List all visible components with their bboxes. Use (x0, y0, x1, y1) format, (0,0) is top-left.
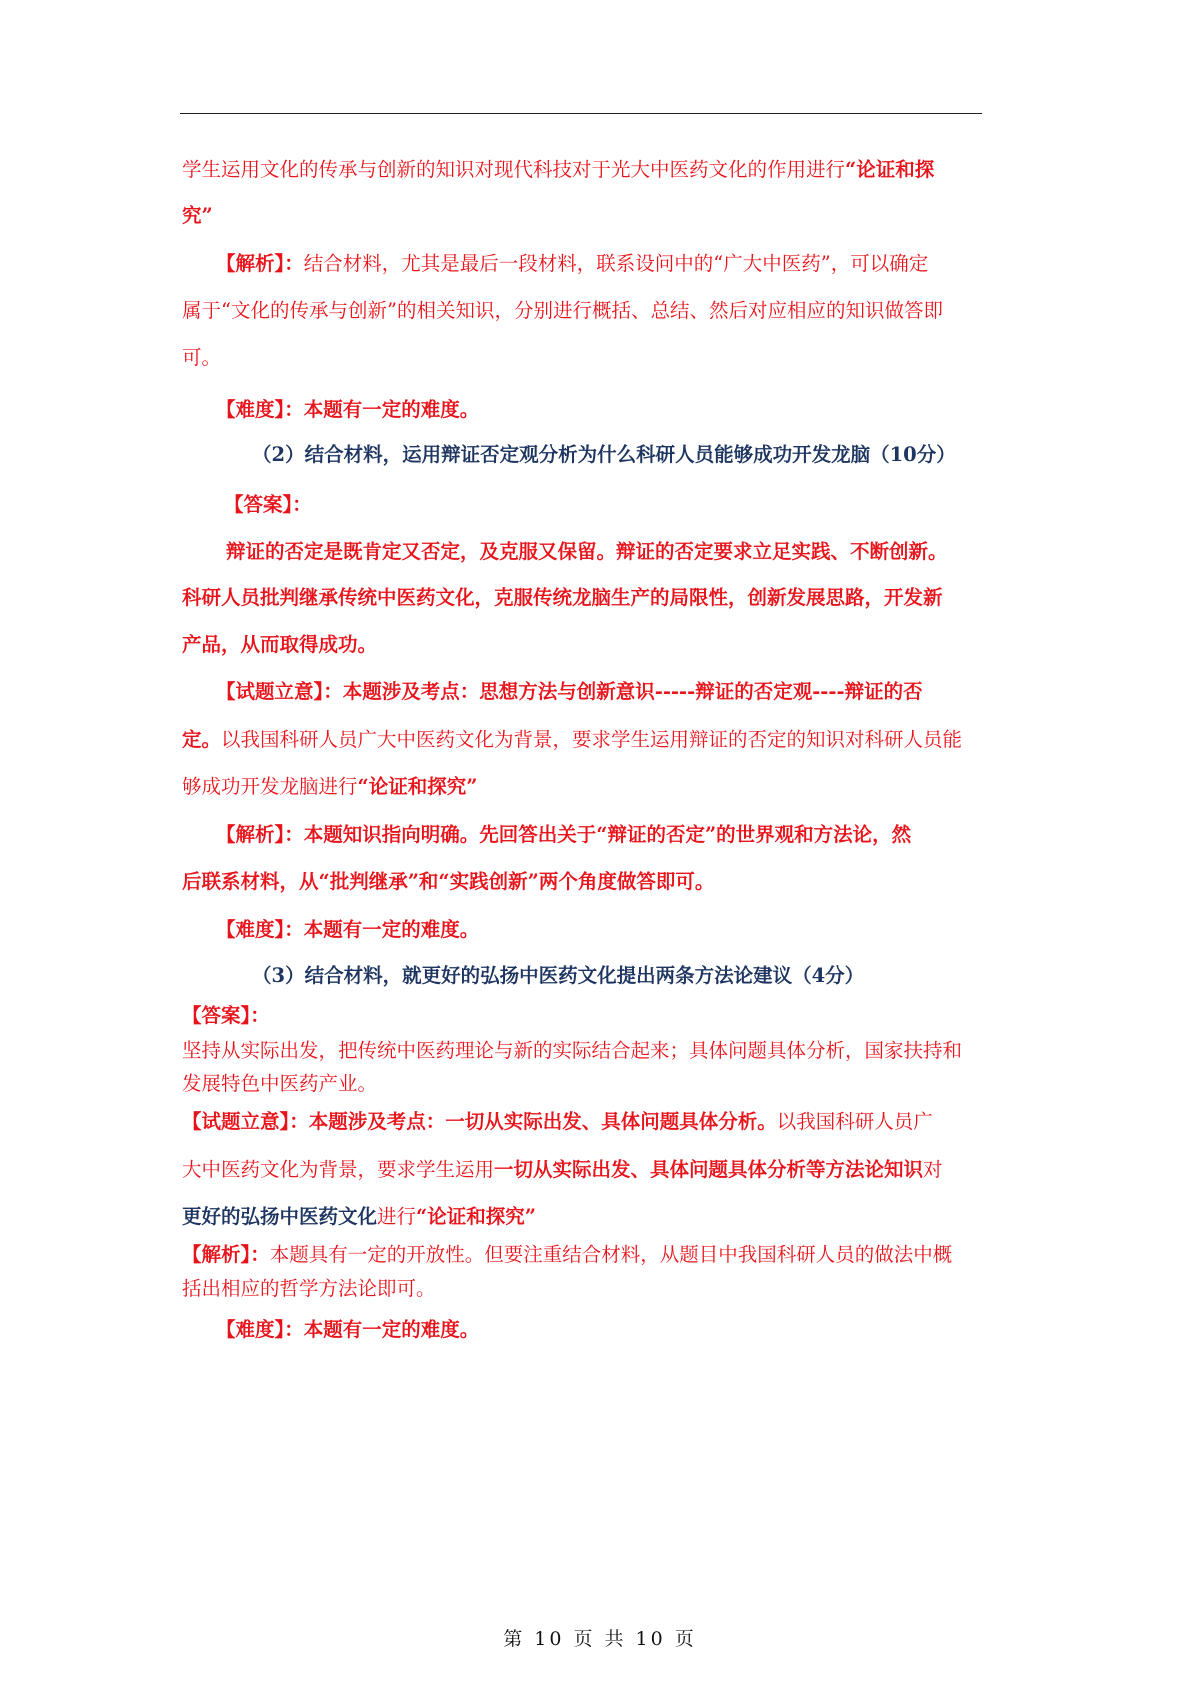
answer2-label: 【答案】： (224, 493, 312, 516)
page-number: 第 10 页 共 10 页 (503, 1628, 697, 1650)
answer2-line1: 辩证的否定是既肯定又否定，及克服又保留。辩证的否定要求立足实践、不断创新。 (226, 540, 948, 563)
jiexi1-line2: 属于“文化的传承与创新”的相关知识，分别进行概括、总结、然后对应相应的知识做答即 (182, 299, 943, 322)
jiexi1-text: 结合材料，尤其是最后一段材料，联系设问中的“广大中医药”，可以确定 (303, 252, 929, 275)
shiti3-line3-text: 进行 (377, 1205, 417, 1228)
jiexi3-text: 本题具有一定的开放性。但要注重结合材料，从题目中我国科研人员的做法中概 (269, 1243, 953, 1266)
shiti2-line2-text: 以我国科研人员广大中医药文化为背景，要求学生运用辩证的否定的知识对科研人员能 (221, 728, 963, 751)
jiexi2-line1: 【解析】：本题知识指向明确。先回答出关于“辩证的否定”的世界观和方法论，然 (216, 823, 912, 846)
jiexi1-label: 【解析】： (216, 252, 304, 275)
shiti2-line3 (182, 772, 477, 802)
answer3-label: 【答案】： (182, 1004, 270, 1027)
shiti3-line2-end: 对 (923, 1158, 943, 1181)
jiexi1-line3: 可。 (182, 346, 222, 369)
shiti3-line3-navy: 更好的弘扬中医药文化 (182, 1205, 378, 1228)
answer2-line2: 科研人员批判继承传统中医药文化，克服传统龙脑生产的局限性，创新发展思路，开发新 (182, 586, 943, 609)
nandu3: 【难度】：本题有一定的难度。 (216, 1318, 480, 1341)
jiexi3-label: 【解析】： (182, 1243, 270, 1266)
jiexi2-line2: 后联系材料，从“批判继承”和“实践创新”两个角度做答即可。 (182, 870, 715, 893)
jiexi3-line2: 括出相应的哲学方法论即可。 (182, 1277, 436, 1300)
answer3-line2: 发展特色中医药产业。 (182, 1072, 378, 1095)
shiti3-line3-emph: “论证和探究” (416, 1205, 536, 1228)
p1-line1 (182, 155, 934, 185)
answer3-line1: 坚持从实际出发，把传统中医药理论与新的实际结合起来；具体问题具体分析，国家扶持和 (182, 1039, 963, 1062)
shiti3-line1-text: 以我国科研人员广 (776, 1110, 933, 1133)
shiti2-line3-emph: “论证和探究” (357, 775, 478, 798)
p1-line1-emph: “论证和探 (845, 158, 935, 181)
shiti2-line2 (182, 725, 962, 755)
jiexi3-line1 (182, 1240, 952, 1270)
nandu1: 【难度】：本题有一定的难度。 (216, 398, 480, 421)
p1-line1-text: 学生运用文化的传承与创新的知识对现代科技对于光大中医药文化的作用进行 (182, 158, 846, 181)
jiexi1-line1 (216, 249, 928, 279)
shiti2-line3-text: 够成功开发龙脑进行 (182, 775, 358, 798)
shiti2-line1: 【试题立意】：本题涉及考点：思想方法与创新意识-----辩证的否定观----辩证的否 (216, 680, 923, 703)
shiti3-line1 (182, 1107, 933, 1137)
shiti3-line2-text: 大中医药文化为背景，要求学生运用 (182, 1158, 495, 1181)
shiti3-line1-emph: 【试题立意】：本题涉及考点：一切从实际出发、具体问题具体分析。 (182, 1110, 777, 1133)
shiti3-line2-emph: 一切从实际出发、具体问题具体分析等方法论知识 (494, 1158, 924, 1181)
question-2: （2）结合材料，运用辩证否定观分析为什么科研人员能够成功开发龙脑（10分） (252, 443, 956, 466)
shiti2-line2-emph: 定。 (182, 728, 222, 751)
question-3: （3）结合材料，就更好的弘扬中医药文化提出两条方法论建议（4分） (252, 964, 865, 987)
answer2-line3: 产品，从而取得成功。 (182, 633, 378, 656)
p1-line2: 究” (182, 204, 213, 227)
shiti3-line2 (182, 1155, 943, 1185)
header-rule (180, 113, 982, 114)
nandu2: 【难度】：本题有一定的难度。 (216, 918, 480, 941)
shiti3-line3 (182, 1202, 536, 1232)
